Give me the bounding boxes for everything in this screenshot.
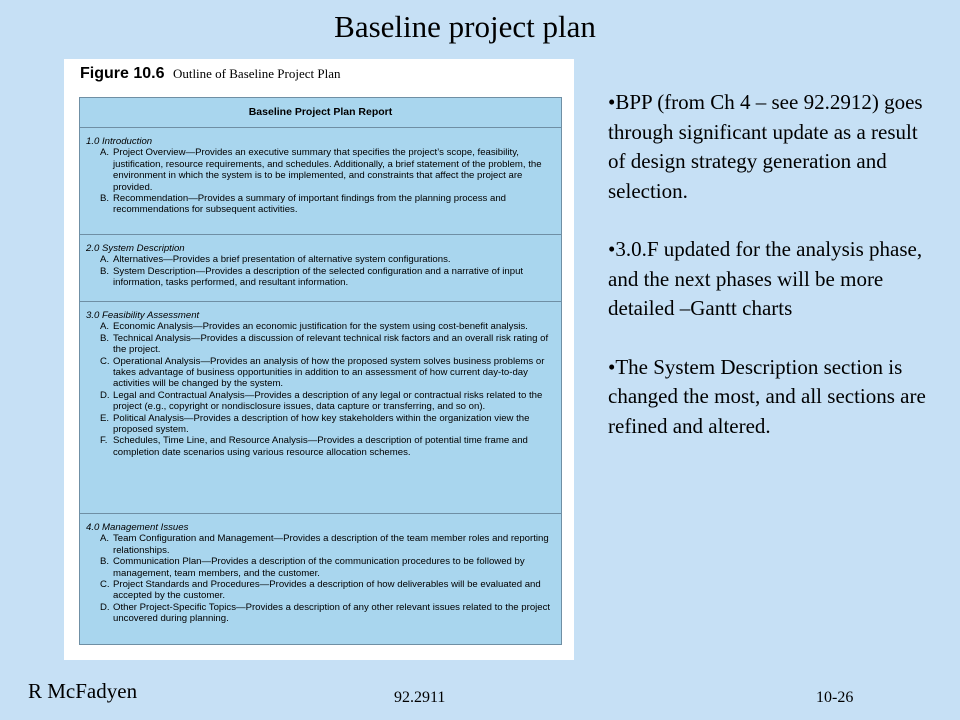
item-letter: B. bbox=[100, 265, 110, 277]
section-title: 2.0 System Description bbox=[86, 243, 185, 254]
item-text: Team Configuration and Management—Provides a description of the team member roles and reporting relationships. bbox=[113, 533, 549, 556]
section-item bbox=[86, 533, 553, 556]
item-letter: B. bbox=[100, 193, 110, 205]
item-letter: E. bbox=[100, 412, 110, 424]
bullet-bpp-update: •BPP (from Ch 4 – see 92.2912) goes through significant update as a result of design strategy generation and selection. bbox=[608, 90, 923, 203]
item-text: Legal and Contractual Analysis—Provides a description of any legal or contractual risks related to the project (e.g., copyright or nondisclosure issues, data capture or transferring, and so on). bbox=[113, 389, 543, 413]
item-text: Economic Analysis—Provides an economic justification for the system using cost-benefit analysis. bbox=[113, 321, 528, 333]
section-item bbox=[86, 356, 553, 390]
item-text: Project Standards and Procedures—Provides a description of how deliverables will be evaluated and accepted by the customer. bbox=[113, 579, 541, 602]
bullet-system-description: •The System Description section is changed the most, and all sections are refined and altered. bbox=[608, 354, 926, 438]
figure-number: Figure 10.6 bbox=[80, 65, 165, 82]
item-text: System Description—Provides a description of the selected configuration and a narrative of input information, tasks performed, and resultant information. bbox=[113, 265, 524, 289]
item-letter: A. bbox=[100, 254, 110, 266]
figure-image bbox=[64, 59, 574, 660]
item-text: Operational Analysis—Provides an analysis of how the proposed system solves business problems or takes advantage of business opportunities in addition to an assessment of how current day-to-day activities will be changed by the system. bbox=[113, 355, 545, 390]
section-item bbox=[86, 333, 553, 356]
item-letter: A. bbox=[100, 321, 110, 333]
item-text: Alternatives—Provides a brief presentation of alternative system configurations. bbox=[113, 254, 451, 266]
report-outline bbox=[79, 97, 562, 645]
item-text: Technical Analysis—Provides a discussion of relevant technical risk factors and an overall risk rating of the project. bbox=[113, 332, 549, 356]
item-letter: A. bbox=[100, 147, 110, 159]
section-item bbox=[86, 435, 553, 458]
item-letter: C. bbox=[100, 355, 110, 367]
section-item bbox=[86, 602, 553, 625]
bullet-gantt-charts: •3.0.F updated for the analysis phase, and the next phases will be more detailed –Gantt charts bbox=[608, 237, 923, 320]
section-item bbox=[86, 556, 553, 579]
item-text: Political Analysis—Provides a description of how key stakeholders within the organization view the proposed system. bbox=[113, 412, 530, 436]
item-text: Project Overview—Provides an executive summary that specifies the project’s scope, feasibility, justification, resource requirements, and schedules. Additionally, a brief statement of the problem, the environment in which the system is to be implemented, and constraints that affect the project are provided. bbox=[113, 147, 542, 193]
footer-author: R McFadyen bbox=[28, 679, 138, 703]
slide-title: Baseline project plan bbox=[334, 9, 596, 44]
section-title: 1.0 Introduction bbox=[86, 136, 153, 147]
item-text: Schedules, Time Line, and Resource Analysis—Provides a description of potential time frame and completion date scenarios using various resource allocation schemes. bbox=[113, 435, 528, 458]
section-item bbox=[86, 254, 553, 265]
section-item bbox=[86, 579, 553, 602]
item-text: Recommendation—Provides a summary of important findings from the planning process and recommendations for subsequent activities. bbox=[113, 193, 507, 216]
section-title: 3.0 Feasibility Assessment bbox=[86, 310, 200, 321]
section-item bbox=[86, 413, 553, 436]
item-text: Other Project-Specific Topics—Provides a description of any other relevant issues related to the project uncovered during planning. bbox=[113, 601, 551, 625]
item-letter: D. bbox=[100, 389, 110, 401]
section-item bbox=[86, 266, 553, 289]
item-letter: B. bbox=[100, 556, 110, 568]
section-item bbox=[86, 147, 553, 193]
item-letter: A. bbox=[100, 533, 110, 545]
section-system-description bbox=[80, 235, 561, 302]
section-introduction bbox=[80, 128, 561, 235]
footer-page-number: 10-26 bbox=[816, 689, 854, 706]
item-letter: C. bbox=[100, 579, 110, 591]
section-item bbox=[86, 390, 553, 413]
section-title: 4.0 Management Issues bbox=[86, 522, 189, 533]
section-feasibility-assessment bbox=[80, 302, 561, 514]
footer-course-code: 92.2911 bbox=[394, 689, 446, 706]
item-text: Communication Plan—Provides a description of the communication procedures to be followed by management, team members, and the customer. bbox=[113, 556, 525, 579]
item-letter: B. bbox=[100, 332, 110, 344]
section-item bbox=[86, 321, 553, 332]
figure-caption-text: Outline of Baseline Project Plan bbox=[172, 66, 341, 81]
report-title: Baseline Project Plan Report bbox=[80, 98, 561, 128]
section-management-issues bbox=[80, 514, 561, 645]
section-item bbox=[86, 193, 553, 216]
item-letter: F. bbox=[100, 435, 108, 447]
item-letter: D. bbox=[100, 601, 110, 613]
figure-caption bbox=[80, 65, 340, 83]
bullet-list bbox=[608, 88, 938, 441]
